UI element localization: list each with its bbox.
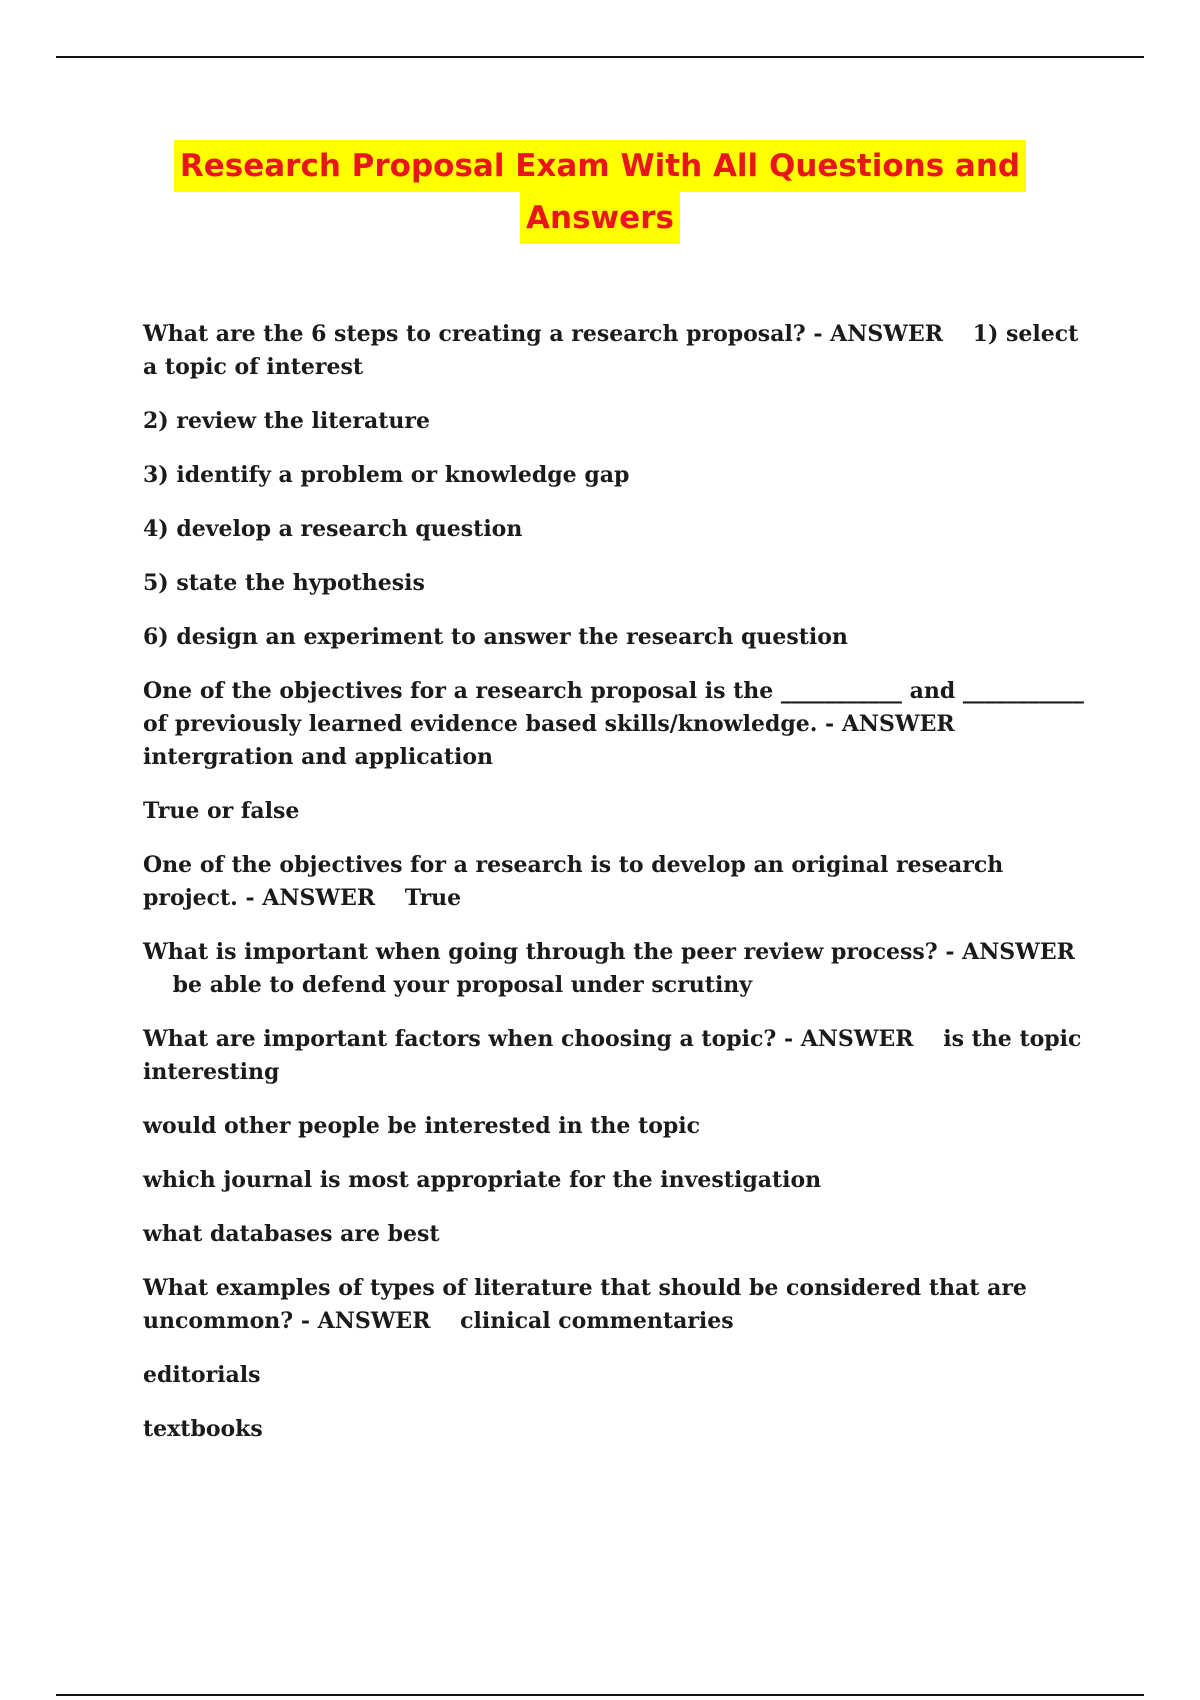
answer-marker: - ANSWER bbox=[945, 939, 1075, 965]
qa-paragraph bbox=[143, 1272, 1088, 1338]
question-text: One of the objectives for a research proposal is the ___________ and ___________ of previously learned evidence based skills/knowledge. bbox=[143, 678, 1084, 737]
list-item: 3) identify a problem or knowledge gap bbox=[143, 462, 630, 488]
question-text: What examples of types of literature that should be considered that are uncommon? bbox=[143, 1275, 1027, 1334]
top-rule bbox=[56, 56, 1144, 58]
list-item: 5) state the hypothesis bbox=[143, 570, 425, 596]
title-line-2: Answers bbox=[520, 192, 680, 244]
list-item: 6) design an experiment to answer the research question bbox=[143, 624, 848, 650]
document-body bbox=[143, 318, 1088, 1467]
question-text: What are the 6 steps to creating a research proposal? bbox=[143, 321, 806, 347]
bottom-rule bbox=[56, 1694, 1144, 1696]
answer-marker: - ANSWER bbox=[813, 321, 943, 347]
answer-marker: - ANSWER bbox=[825, 711, 955, 737]
list-item: what databases are best bbox=[143, 1221, 440, 1247]
list-item: 2) review the literature bbox=[143, 408, 430, 434]
qa-paragraph bbox=[143, 1023, 1088, 1089]
list-item: editorials bbox=[143, 1362, 261, 1388]
answer-text: is the topic interesting bbox=[143, 1026, 1082, 1085]
answer-text: 1) select a topic of interest bbox=[143, 321, 1079, 380]
title-line-1: Research Proposal Exam With All Questions and bbox=[174, 140, 1026, 192]
question-text: One of the objectives for a research is to develop an original research project. bbox=[143, 852, 1004, 911]
answer-text: True bbox=[404, 885, 462, 911]
list-item: which journal is most appropriate for the investigation bbox=[143, 1167, 822, 1193]
answer-text: be able to defend your proposal under scrutiny bbox=[172, 972, 753, 998]
qa-paragraph bbox=[143, 675, 1088, 774]
qa-paragraph bbox=[143, 936, 1088, 1002]
qa-paragraph bbox=[143, 849, 1088, 915]
list-item: would other people be interested in the topic bbox=[143, 1113, 701, 1139]
document-title bbox=[0, 140, 1200, 244]
list-item: textbooks bbox=[143, 1416, 263, 1442]
answer-marker: - ANSWER bbox=[245, 885, 376, 911]
answer-marker: - ANSWER bbox=[300, 1308, 431, 1334]
qa-paragraph bbox=[143, 318, 1088, 384]
text-paragraph: True or false bbox=[143, 798, 300, 824]
question-text: What are important factors when choosing a topic? bbox=[143, 1026, 777, 1052]
answer-text: intergration and application bbox=[143, 744, 494, 770]
answer-marker: - ANSWER bbox=[783, 1026, 914, 1052]
question-text: What is important when going through the peer review process? bbox=[143, 939, 938, 965]
answer-text: clinical commentaries bbox=[460, 1308, 734, 1334]
list-item: 4) develop a research question bbox=[143, 516, 523, 542]
